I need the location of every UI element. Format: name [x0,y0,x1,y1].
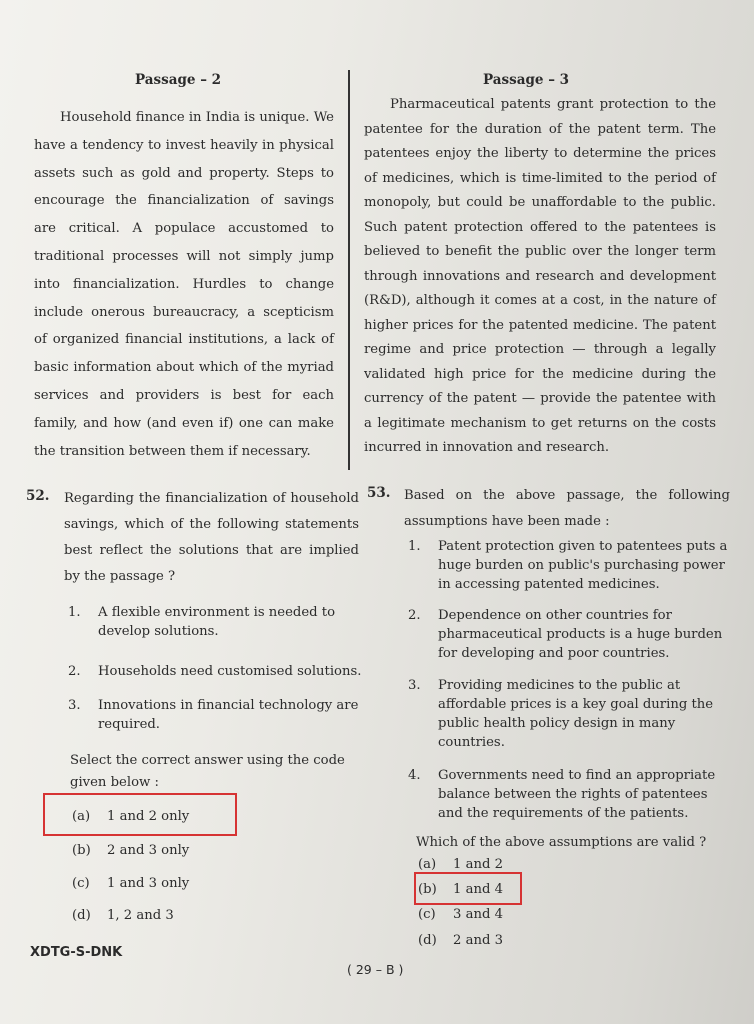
question-53-stem: Based on the above passage, the following assumptions have been made : [404,488,730,529]
statement-number: 3. [408,678,421,693]
statement-text: A flexible environment is needed to develop solutions. [98,605,336,639]
option-label: (d) [418,933,437,948]
answer-highlight-q53 [414,872,522,905]
statement-number: 3. [68,698,81,713]
question-52-number: 52. [26,488,50,504]
option-label: (d) [72,908,91,923]
answer-highlight-q52 [43,793,237,836]
statement-text: Dependence on other countries for pharmaceutical products is a huge burden for developing and poor countries. [438,608,723,661]
paper-code: XDTG-S-DNK [30,945,123,960]
option-text: 2 and 3 [453,933,503,948]
statement-number: 1. [408,539,421,554]
q53-instruction: Which of the above assumptions are valid ? [416,835,707,850]
option-text: 1, 2 and 3 [107,908,174,923]
question-52-stem: Regarding the financialization of household savings, which of the following statements best reflect the solutions that are implied by the passage ? [64,491,359,584]
passage-3-title: Passage – 3 [483,72,570,88]
option-text: 3 and 4 [453,907,503,922]
q52-instruction: Select the correct answer using the code given below : [70,753,345,790]
option-text: 1 and 2 [453,857,503,872]
passage-2-text: Household finance in India is unique. We have a tendency to invest heavily in physical assets such as gold and property. Steps to encourage the financialization of savings are critical. A populace accustomed to traditional processes will not simply jump into financialization. Hurdles to change include onerous bureaucracy, a scepticism of organized financial institutions, a lack of basic information about which of the myriad services and providers is best for each family, and how (and even if) one can make the transition between them if necessary. [34,110,334,459]
page-number: ( 29 – B ) [347,962,404,977]
statement-text: Patent protection given to patentees puts a huge burden on public's purchasing power in accessing patented medicines. [438,539,728,592]
option-text: 2 and 3 only [107,843,190,858]
passage-3-text: Pharmaceutical patents grant protection to the patentee for the duration of the patent term. The patentees enjoy the liberty to determine the prices of medicines, which is time-limited to the period of monopoly, but could be unaffordable to the public. Such patent protection offered to the patentees is believed to benefit the public over the longer term through innovations and research and development (R&D), although it comes at a cost, in the nature of higher prices for the patented medicine. The patent regime and price protection — through a legally validated high price for the medicine during the currency of the patent — provide the patentee with a legitimate mechanism to get returns on the costs incurred in innovation and research. [364,97,716,455]
option-label: (c) [72,876,90,891]
statement-text: Households need customised solutions. [98,664,362,679]
option-label: (c) [418,907,436,922]
option-label: (b) [418,882,437,897]
statement-number: 4. [408,768,421,783]
option-label: (a) [418,857,437,872]
option-text: 1 and 4 [453,882,503,897]
statement-number: 1. [68,605,81,620]
question-53-number: 53. [367,485,391,501]
option-text: 1 and 3 only [107,876,190,891]
passage-2-title: Passage – 2 [135,72,222,88]
option-label: (b) [72,843,91,858]
option-label: (a) [72,809,91,824]
statement-number: 2. [408,608,421,623]
column-divider [348,70,350,470]
statement-text: Innovations in financial technology are required. [98,698,359,732]
statement-number: 2. [68,664,81,679]
statement-text: Governments need to find an appropriate balance between the rights of patentees and the requirements of the patients. [438,768,716,821]
statement-text: Providing medicines to the public at affordable prices is a key goal during the public health policy design in many countries. [438,678,714,750]
option-text: 1 and 2 only [107,809,190,824]
